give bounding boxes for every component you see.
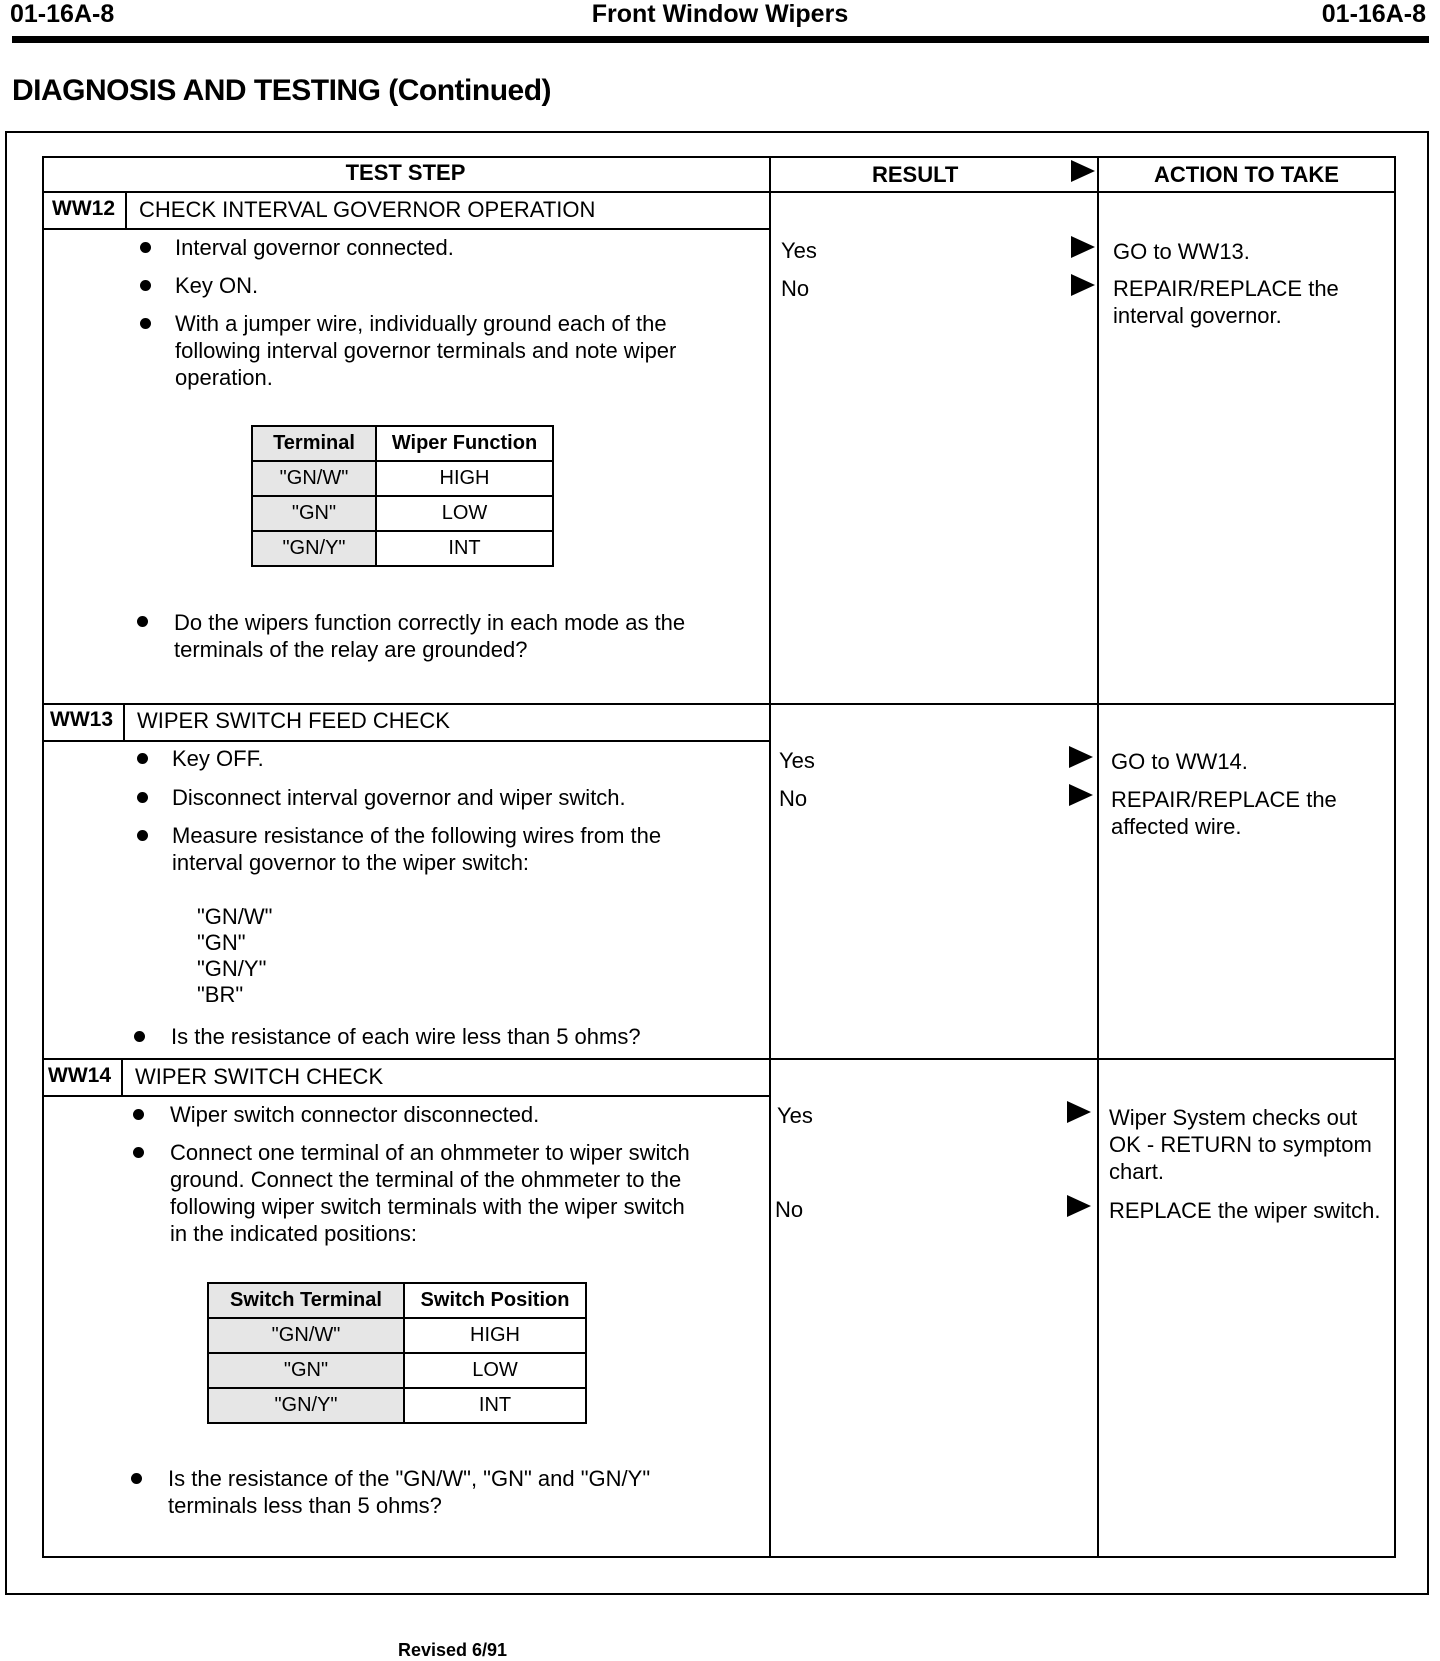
step-id-divider [123,703,125,741]
table-cell: "GN/W" [208,1318,404,1353]
wire-item: "BR" [197,982,244,1007]
bullet-icon [137,616,148,627]
step-bullet: Key ON. [175,273,259,298]
table-header: Switch Position [404,1283,586,1318]
action-text: REPAIR/REPLACE the interval governor. [1113,276,1339,328]
bullet-icon [140,280,151,291]
bullet-icon [133,1147,144,1158]
header-arrow-icon [1071,160,1095,182]
step-title-rule [42,228,769,230]
action-text: REPAIR/REPLACE the affected wire. [1111,787,1337,839]
section-title: DIAGNOSIS AND TESTING (Continued) [12,74,552,107]
page-title: Front Window Wipers [591,0,849,28]
result-arrow-icon [1069,746,1093,768]
bullet-icon [140,318,151,329]
step-id: WW14 [48,1064,111,1087]
header-rule [12,36,1429,43]
step-title-rule [42,1095,769,1097]
table-cell: "GN/Y" [252,531,376,566]
revision-footer: Revised 6/91 [398,1640,508,1660]
step-bullet: Disconnect interval governor and wiper switch. [172,785,626,810]
step-divider [42,1058,1394,1060]
step-title: CHECK INTERVAL GOVERNOR OPERATION [139,197,596,222]
step-bullet: Wiper switch connector disconnected. [170,1102,540,1127]
wire-list [197,904,273,1008]
column-header-result: RESULT [872,162,959,187]
column-divider-action [1097,156,1099,1556]
result-arrow-icon [1071,236,1095,258]
action-text: GO to WW14. [1111,749,1248,774]
action-text: Wiper System checks out OK - RETURN to symptom chart. [1109,1105,1372,1184]
result-arrow-icon [1071,274,1095,296]
table-cell: "GN/Y" [208,1388,404,1423]
bullet-icon [137,753,148,764]
result-label: No [775,1197,804,1222]
bullet-icon [137,792,148,803]
bullet-icon [140,242,151,253]
result-arrow-icon [1067,1195,1091,1217]
table-cell: "GN/W" [252,461,376,496]
table-cell: LOW [404,1353,586,1388]
step-id-divider [121,1058,123,1096]
bullet-icon [137,830,148,841]
bullet-icon [131,1473,142,1484]
column-header-action: ACTION TO TAKE [1154,162,1339,187]
step-bullet: Connect one terminal of an ohmmeter to wiper switch ground. Connect the terminal of the ohmmeter to the following wiper switch terminals with the wiper switch in the indicated positions: [170,1140,690,1246]
wire-item: "GN/Y" [197,956,267,981]
table-header: Wiper Function [376,426,553,461]
step-id: WW13 [50,708,113,731]
table-cell: HIGH [404,1318,586,1353]
page-number-left: 01-16A-8 [10,0,115,28]
step-bullet: Is the resistance of each wire less than 5 ohms? [171,1024,641,1049]
step-bullet: Interval governor connected. [175,235,454,260]
wire-item: "GN/W" [197,904,273,929]
bullet-icon [133,1109,144,1120]
result-label: Yes [777,1103,813,1128]
bullet-icon [134,1031,145,1042]
table-cell: "GN" [208,1353,404,1388]
terminal-function-table [251,425,554,567]
table-cell: INT [404,1388,586,1423]
header-row-rule [42,191,1394,193]
table-header: Terminal [252,426,376,461]
action-text: GO to WW13. [1113,239,1250,264]
result-label: No [781,276,810,301]
column-header-test-step: TEST STEP [345,160,466,185]
step-id: WW12 [52,197,115,220]
result-arrow-icon [1067,1101,1091,1123]
table-cell: "GN" [252,496,376,531]
table-header: Switch Terminal [208,1283,404,1318]
step-bullet: Is the resistance of the "GN/W", "GN" and "GN/Y" terminals less than 5 ohms? [168,1466,651,1518]
page-number-right: 01-16A-8 [1321,0,1426,28]
result-label: No [779,786,808,811]
result-label: Yes [779,748,815,773]
step-divider [42,703,1394,705]
column-divider-result [769,156,771,1556]
step-title: WIPER SWITCH FEED CHECK [137,708,450,733]
step-title: WIPER SWITCH CHECK [135,1064,384,1089]
wire-item: "GN" [197,930,246,955]
result-label: Yes [781,238,817,263]
table-cell: HIGH [376,461,553,496]
action-text: REPLACE the wiper switch. [1109,1198,1381,1223]
step-bullet: With a jumper wire, individually ground each of the following interval governor terminals and note wiper operation. [175,311,677,390]
step-bullet: Do the wipers function correctly in each mode as the terminals of the relay are grounded? [174,610,686,662]
step-bullet: Key OFF. [172,746,264,771]
result-arrow-icon [1069,784,1093,806]
step-title-rule [42,740,769,742]
step-id-divider [125,191,127,229]
switch-position-table [207,1282,587,1424]
step-bullet: Measure resistance of the following wires from the interval governor to the wiper switch: [172,823,662,875]
table-cell: INT [376,531,553,566]
table-cell: LOW [376,496,553,531]
